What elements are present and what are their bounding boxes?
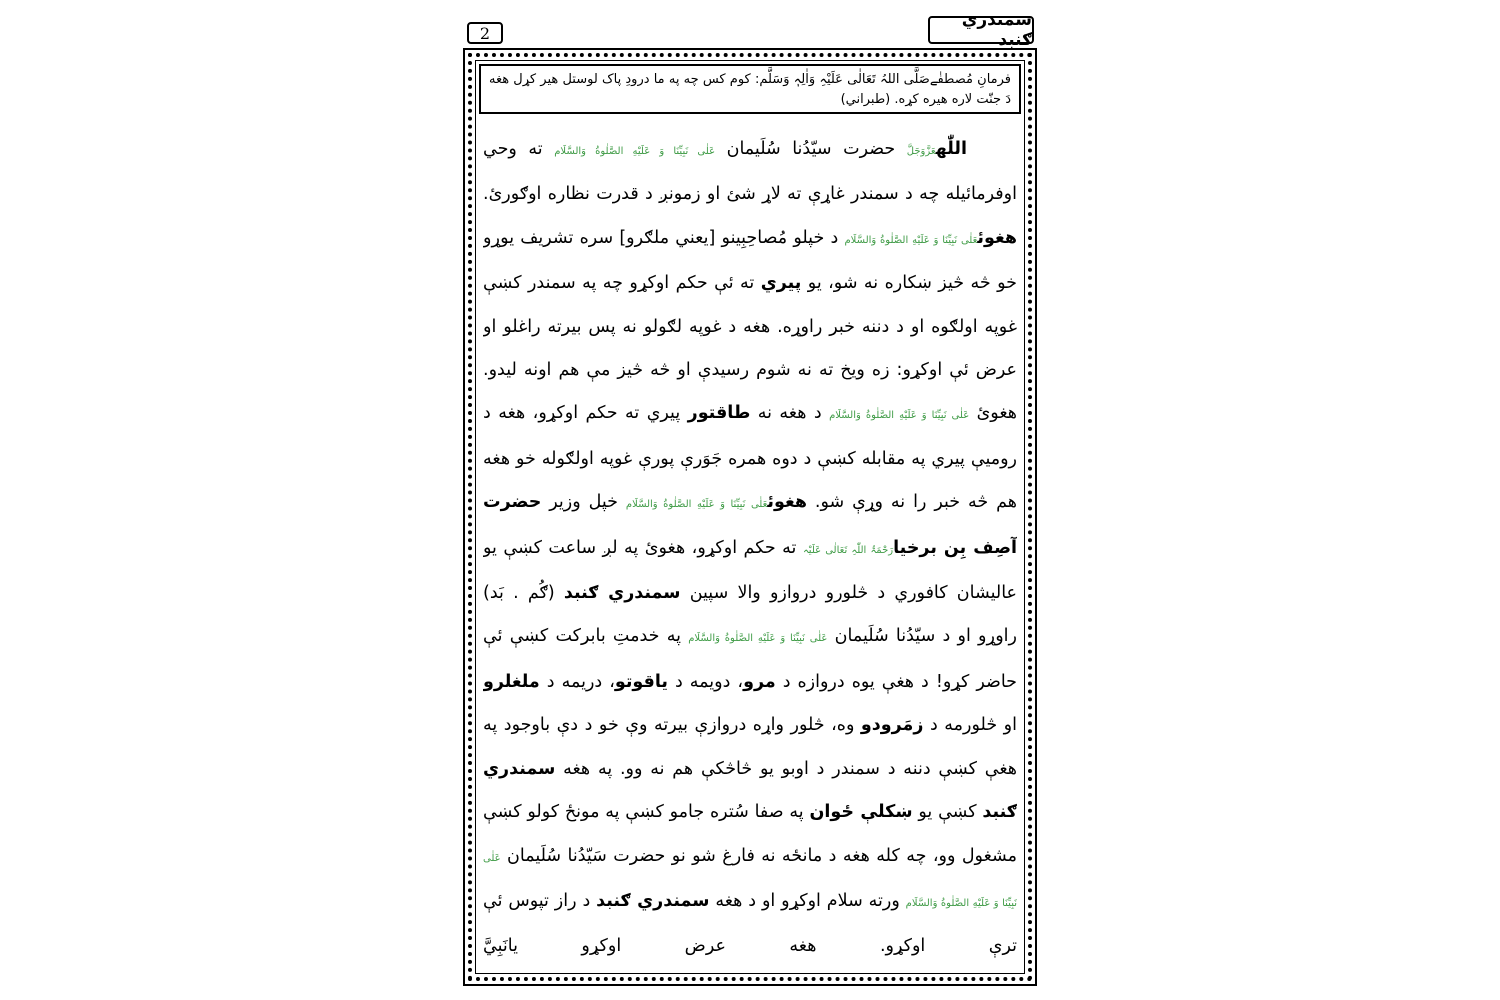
text-span: وه، څلور واړه دروازې بيرته وې خو د دې باوجود په هغې کښې دننه د سمندر د اوبو يو څاڅکې هم نه وو. په هغه [483,715,1017,779]
text-span: ته ئې حکم اوکړو چه په سمندر کښې غوپه اولګوه او د دننه خبر راوړه. هغه د غوپه لګولو نه پس بيرته راغلو او عرض ئې اوکړو: زه ويخ ته نه شوم رسيدې او څه څيز مې هم اونه ليدو. هغوئ [483,273,1017,424]
text-span: ، دريمه د [539,671,615,692]
book-title: سمندري ګنبد [928,16,1034,44]
decorative-border [463,48,1037,986]
text-span: ، دويمه د [667,671,744,692]
allah-text: اللّٰه [935,139,967,159]
text-span: حضرت سيّدُنا سُلَيمان [715,139,907,159]
bold-text: هغوئ [977,227,1017,248]
bold-text: سمندري ګنبد [483,758,1017,823]
text-span: د خپلو مُصاحِبِينو [يعني ملګرو] سره تشريف يوړو خو څه څيز ښکاره نه شو، يو [483,227,1017,294]
honorific: عَلٰی نَبِيِّنَا وَ عَلَيْهِ الصَّلٰوةُ وَالسَّلَام [483,852,1017,909]
bold-text: حضرت آصِف بِن برخيا [483,492,1017,558]
text-span: خپل وزير [541,492,626,513]
hadith-lead: فرمانِ مُصطفٰےصَلَّی اللہُ تَعَالٰی عَلَيْہِ وَاٰلِہٖ وَسَلَّم: [754,72,1011,87]
bold-text: سمندري ګنبد [596,890,710,911]
bold-text: سمندري ګنبد [563,583,681,604]
text-span: کښې يو [912,802,983,823]
document-page [463,10,1037,986]
text-span: ورته سلام اوکړو او د هغه [709,890,906,911]
body-text [483,128,1017,970]
text-span: په صفا سُتره جامو کښې په مونځ کولو کښې مشغول وو، چه کله هغه د مانځه نه فارغ شو نو حضرت سَيّدُنا سُلَيمان [483,802,1017,866]
text-span: ته وحي اوفرمائيله چه د سمندر غاړې ته لاړ شئ او زمونږ د قدرت نظاره اوګورئ. [483,139,1017,205]
honorific: عَلٰی نَبِيِّنَا وَ عَلَيْهِ الصَّلٰوةُ وَالسَّلَام [829,410,970,422]
page-number: 2 [467,22,503,44]
text-span: د هغه نه [750,403,830,424]
honorific: رَحْمَۃُ اللّٰہِ تَعَالٰی عَلَیْہ [802,544,894,556]
bold-text: ملغلرو [483,671,540,692]
bold-text: ياقوتو [614,671,668,692]
honorific: عَلٰی نَبِيِّنَا وَ عَلَيْهِ الصَّلٰوةُ وَالسَّلَام [688,633,828,645]
bold-text: پيري [760,273,802,294]
text-span: ته حکم اوکړو، هغوئ په لږ ساعت کښې يو عاليشان کافوري د څلورو دروازو والا سپين [483,537,1017,604]
paragraph [483,128,1017,969]
bold-text: هغوئ [767,492,807,513]
text-span: او څلورمه د [923,715,1017,736]
text-span: (ګُم . بَد) راوړو او د سيّدُنا سُلَيمان [483,583,1017,647]
honorific: عَلٰی نَبِيِّنَا وَ عَلَيْهِ الصَّلٰوةُ وَالسَّلَام [554,146,716,157]
hadith-text: کوم کس چه په ما درودِ پاک لوستل هير کړل هغه دَ جنّت لاره هيره کړه. (طبراني) [489,72,1011,107]
hadith-box [479,64,1021,114]
text-span: پيري ته حکم اوکړو، هغه د روميې پيري په مقابله کښې د دوه همره جَوَرې پورې غوپه اولګوله خو هغه هم څه خبر را نه وړې شو. [483,403,1017,513]
honorific: عَلٰی نَبِيِّنَا وَ عَلَيْهِ الصَّلٰوةُ وَالسَّلَام [844,234,978,246]
text-span: په خدمتِ بابرکت کښې ئې حاضر کړو! د هغې يوه دروازه د [483,626,1017,692]
bold-text: زمَرودو [860,715,924,736]
honorific: عَلٰی نَبِيِّنَا وَ عَلَيْهِ الصَّلٰوةُ وَالسَّلَام [625,499,768,511]
bold-text: طاقتور [687,403,751,424]
text-span: د راز تپوس ئې ترې اوکړو. هغه عرض اوکړو يانَبِيَّ [483,890,1017,957]
bold-text: مرو [743,671,776,692]
honorific: عَزَّوَجَلَّ [906,146,936,157]
bold-text: ښکلې ځوان [809,802,913,823]
